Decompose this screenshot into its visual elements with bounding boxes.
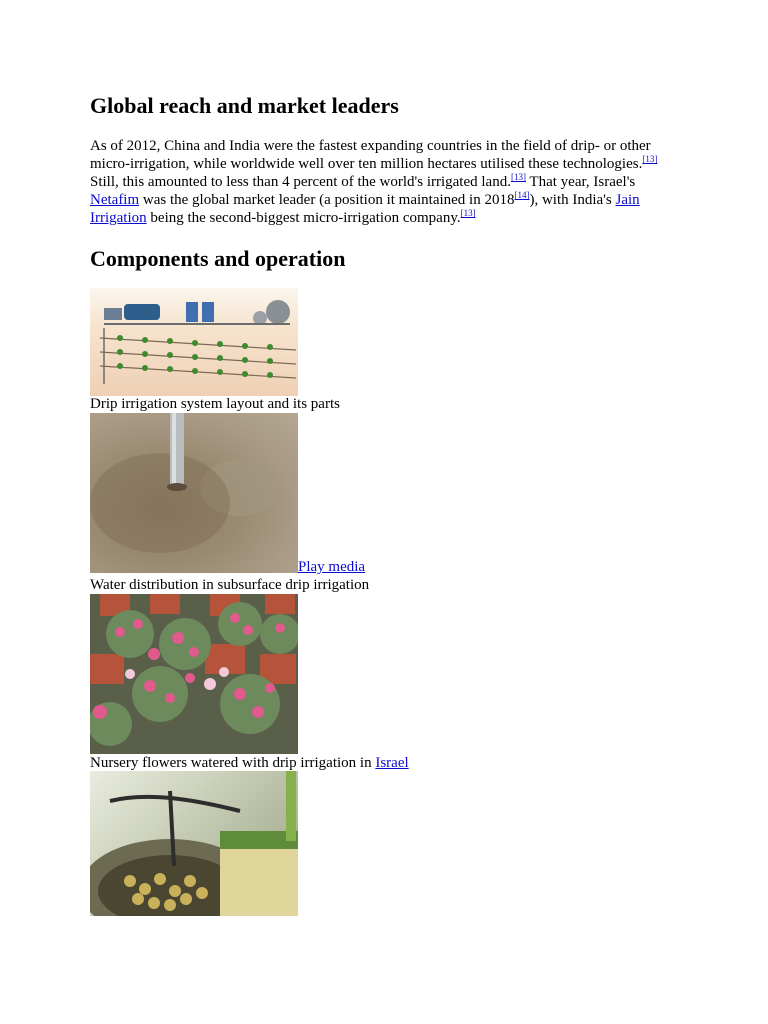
text-run: As of 2012, China and India were the fastest expanding countries in the field of drip- or other micro-irrigation, while worldwide well over ten million hectares utilised these technologies. — [90, 138, 651, 172]
israel-link[interactable]: Israel — [375, 755, 409, 771]
netafim-link[interactable]: Netafim — [90, 192, 140, 208]
caption-text: Nursery flowers watered with drip irrigation in — [90, 755, 376, 771]
text-run: was the global market leader (a position it maintained in 2018 — [139, 192, 515, 208]
text-run: Still, this amounted to less than 4 percent of the world's irrigated land. — [90, 174, 511, 190]
subsurface-drip-video-thumbnail[interactable] — [90, 413, 298, 573]
dripper-illustration — [90, 771, 298, 916]
flowers-illustration — [90, 594, 298, 754]
dripper-closeup-image[interactable] — [90, 771, 298, 916]
nursery-flowers-image[interactable] — [90, 594, 298, 754]
citation-link-13[interactable]: [13] — [642, 154, 658, 164]
citation-link-13[interactable]: [13] — [460, 208, 476, 218]
market-leaders-paragraph — [90, 137, 675, 227]
section-heading-global-reach: Global reach and market leaders — [90, 93, 399, 118]
figure-caption — [90, 754, 409, 772]
drip-irrigation-layout-image[interactable] — [90, 288, 298, 396]
figure-caption: Water distribution in subsurface drip irrigation — [90, 577, 370, 593]
figure-caption: Drip irrigation system layout and its parts — [90, 396, 340, 412]
section-heading-components: Components and operation — [90, 246, 346, 271]
soil-illustration — [90, 413, 298, 573]
text-run: ), with India's — [529, 192, 616, 208]
diagram-illustration — [90, 288, 298, 396]
jain-irrigation-link[interactable]: Jain Irrigation — [90, 192, 640, 226]
text-run: That year, Israel's — [525, 174, 636, 190]
citation-link-14[interactable]: [14] — [514, 190, 530, 200]
play-media-link[interactable]: Play media — [298, 559, 366, 575]
text-run: being the second-biggest micro-irrigation company. — [146, 210, 461, 226]
citation-link-13[interactable]: [13] — [510, 172, 526, 182]
